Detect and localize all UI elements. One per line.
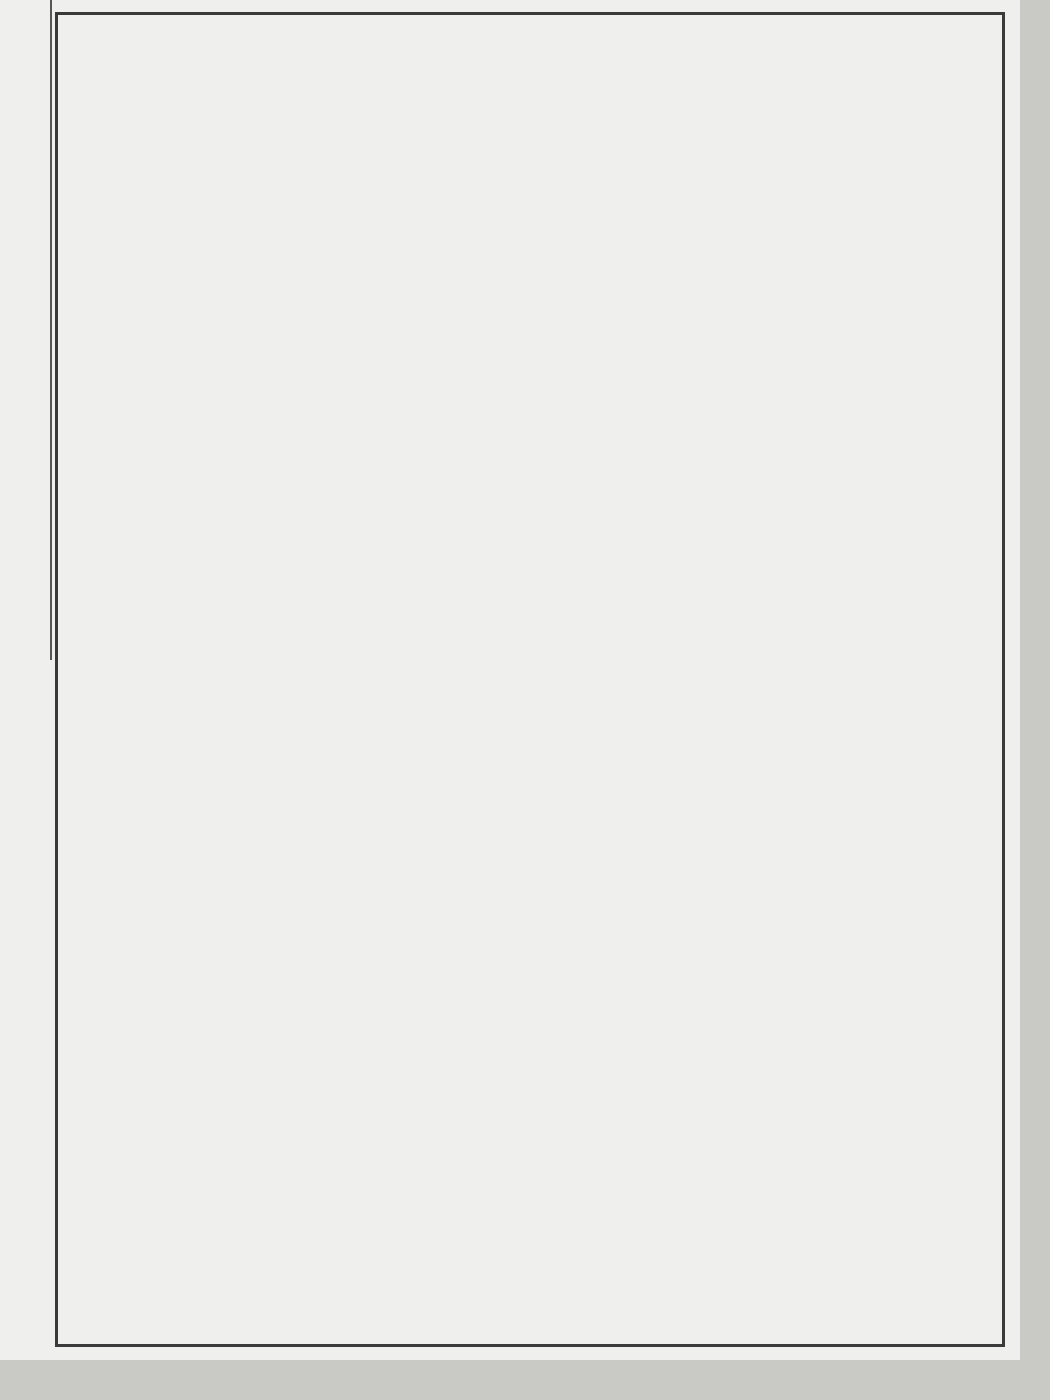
form-frame [55,12,1005,1347]
previous-page-edge [0,0,52,660]
form-title [205,26,211,48]
